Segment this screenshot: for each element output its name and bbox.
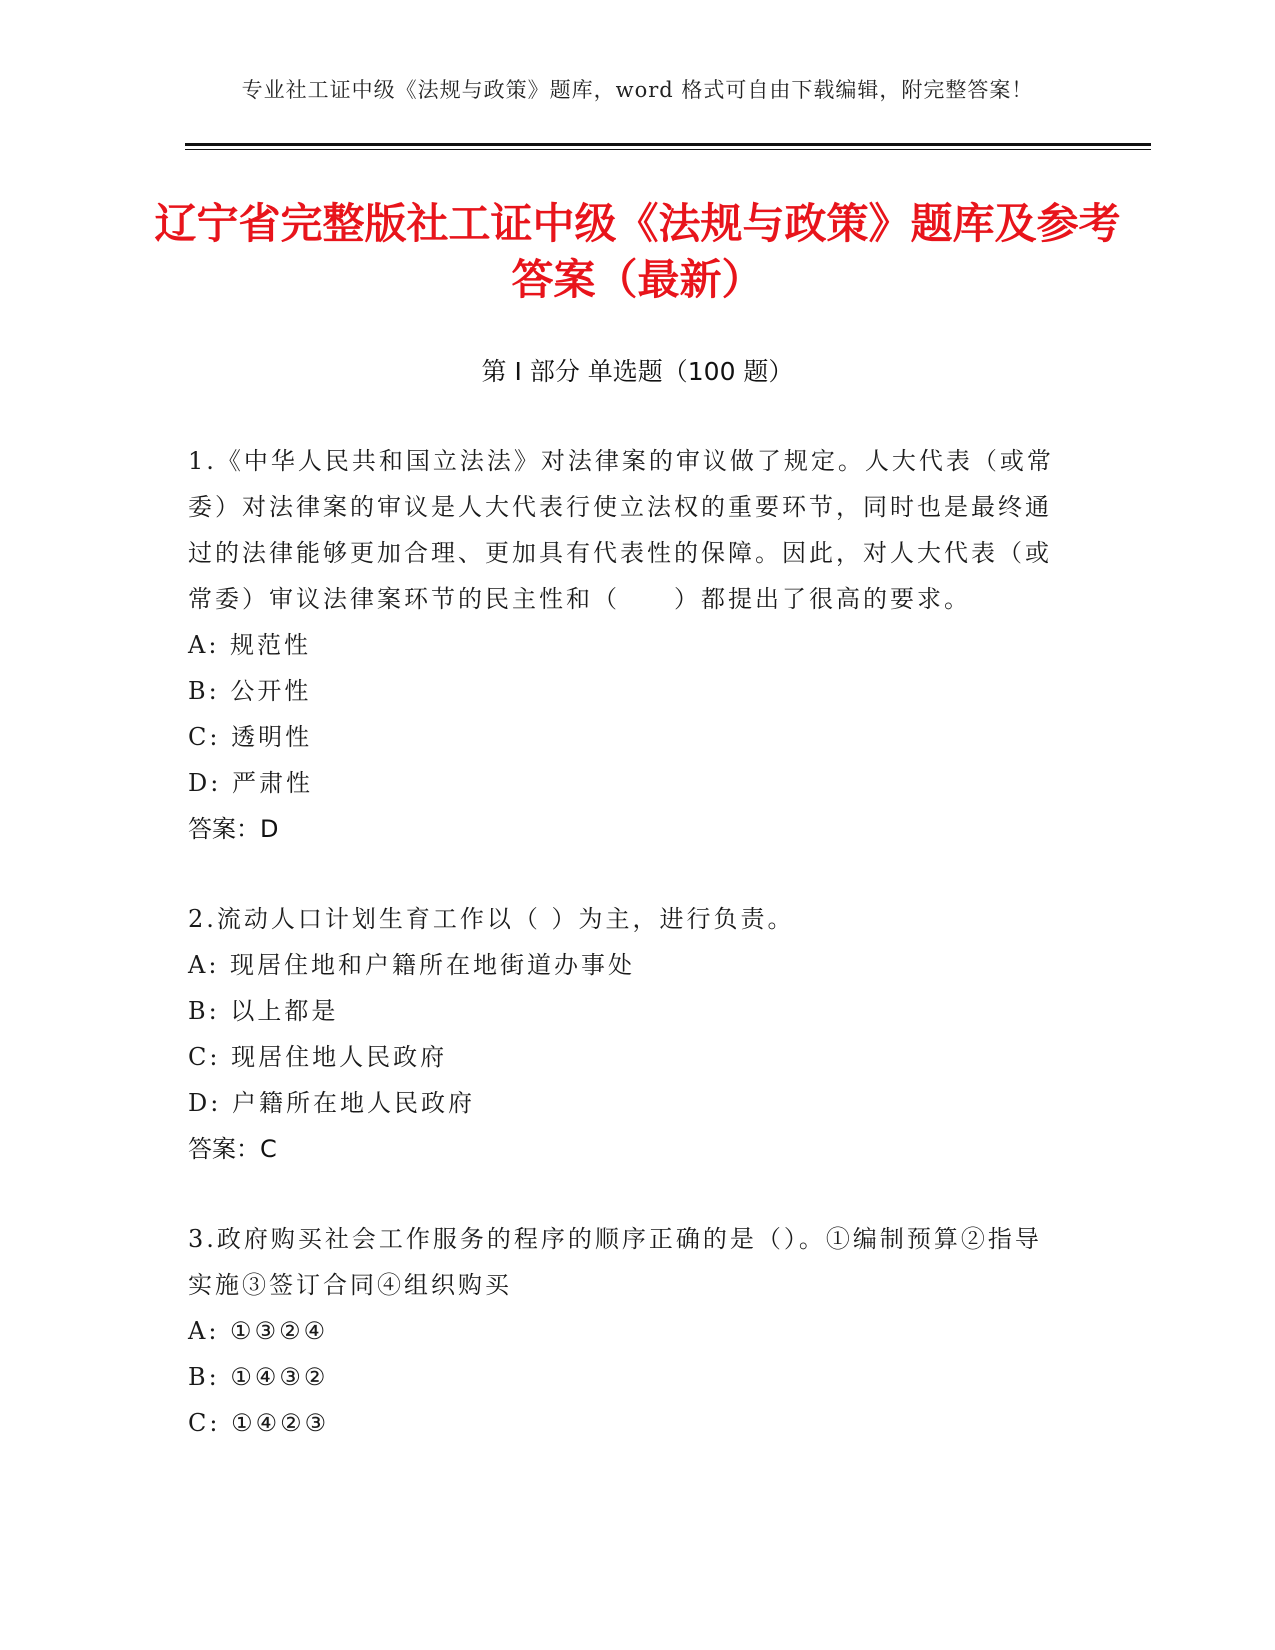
question-stem: 2.流动人口计划生育工作以（ ）为主，进行负责。 [188, 905, 795, 933]
question-1 [188, 438, 1058, 852]
option-b: B: 公开性 [188, 677, 312, 705]
option-a: A: 现居住地和户籍所在地街道办事处 [188, 951, 636, 979]
header-note: 专业社工证中级《法规与政策》题库，word 格式可自由下载编辑，附完整答案！ [241, 78, 1034, 102]
question-stem: 3.政府购买社会工作服务的程序的顺序正确的是（）。①编制预算②指导实施③签订合同④组织购买 [188, 1225, 1042, 1299]
option-c: C: ①④②③ [188, 1409, 330, 1437]
question-stem: 1.《中华人民共和国立法法》对法律案的审议做了规定。人大代表（或常委）对法律案的审议是人大代表行使立法权的重要环节，同时也是最终通过的法律能够更加合理、更加具有代表性的保障。因此，对人大代表（或常委）审议法律案环节的民主性和（ ）都提出了很高的要求。 [188, 447, 1054, 613]
question-list [188, 438, 1058, 1490]
answer-line: 答案：C [188, 1135, 277, 1163]
option-d: D: 严肃性 [188, 769, 313, 797]
option-a: A: ①③②④ [188, 1317, 329, 1345]
header-rule-thick [185, 143, 1151, 146]
question-3 [188, 1216, 1058, 1446]
option-b: B: 以上都是 [188, 997, 339, 1025]
option-c: C: 现居住地人民政府 [188, 1043, 448, 1071]
option-d: D: 户籍所在地人民政府 [188, 1089, 475, 1117]
answer-line: 答案：D [188, 815, 279, 843]
option-b: B: ①④③② [188, 1363, 329, 1391]
header-rule-thin [185, 149, 1151, 150]
option-c: C: 透明性 [188, 723, 313, 751]
section-title: 第 I 部分 单选题（100 题） [481, 357, 794, 386]
question-2 [188, 896, 1058, 1172]
document-title: 辽宁省完整版社工证中级《法规与政策》题库及参考答案（最新） [154, 199, 1121, 304]
option-a: A: 规范性 [188, 631, 312, 659]
